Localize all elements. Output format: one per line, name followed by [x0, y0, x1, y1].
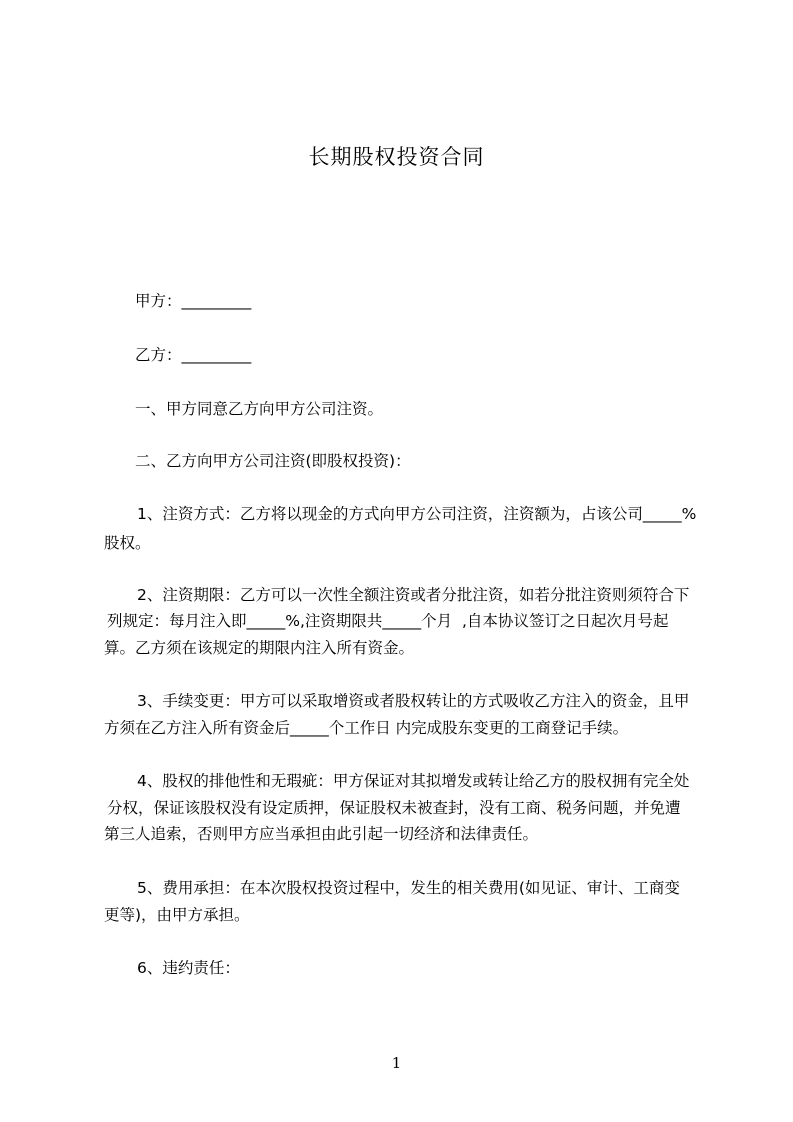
clause-4-line-1: 4、股权的排他性和无瑕疵：甲方保证对其拟增发或转让给乙方的股权拥有完全处: [137, 772, 690, 790]
page-number: 1: [391, 1054, 402, 1072]
clause-3-line-2: 方须在乙方注入所有资金后_____个工作日 内完成股东变更的工商登记手续。: [104, 719, 629, 737]
clause-4-line-3: 第三人追索，否则甲方应当承担由此引起一切经济和法律责任。: [104, 825, 539, 843]
clause-2-line-1: 2、注资期限：乙方可以一次性全额注资或者分批注资，如若分批注资则须符合下: [137, 586, 690, 604]
clause-1-line-2: 股权。: [104, 534, 151, 552]
party-b-line: 乙方：_________: [135, 346, 252, 364]
clause-4-line-2: 分权，保证该股权没有设定质押，保证股权未被查封，没有工商、税务问题，并免遭: [107, 799, 681, 817]
page-title: 长期股权投资合同: [308, 145, 485, 169]
clause-2-line-2: 列规定：每月注入即_____%,注资期限共_____个月 ,自本协议签订之日起次月号起: [107, 612, 669, 630]
clause-5-line-2: 更等)，由甲方承担。: [104, 906, 250, 924]
clause-1-line-1: 1、注资方式：乙方将以现金的方式向甲方公司注资，注资额为，占该公司_____%: [137, 505, 697, 523]
clause-3-line-1: 3、手续变更：甲方可以采取增资或者股权转让的方式吸收乙方注入的资金，且甲: [137, 692, 690, 710]
section-1-heading: 一、甲方同意乙方向甲方公司注资。: [135, 400, 384, 418]
clause-6-heading: 6、违约责任：: [137, 959, 240, 977]
section-2-heading: 二、乙方向甲方公司注资(即股权投资)：: [135, 452, 411, 470]
clause-2-line-3: 算。乙方须在该规定的期限内注入所有资金。: [104, 639, 415, 657]
party-a-line: 甲方：_________: [135, 292, 252, 310]
clause-5-line-1: 5、费用承担：在本次股权投资过程中，发生的相关费用(如见证、审计、工商变: [137, 879, 680, 897]
